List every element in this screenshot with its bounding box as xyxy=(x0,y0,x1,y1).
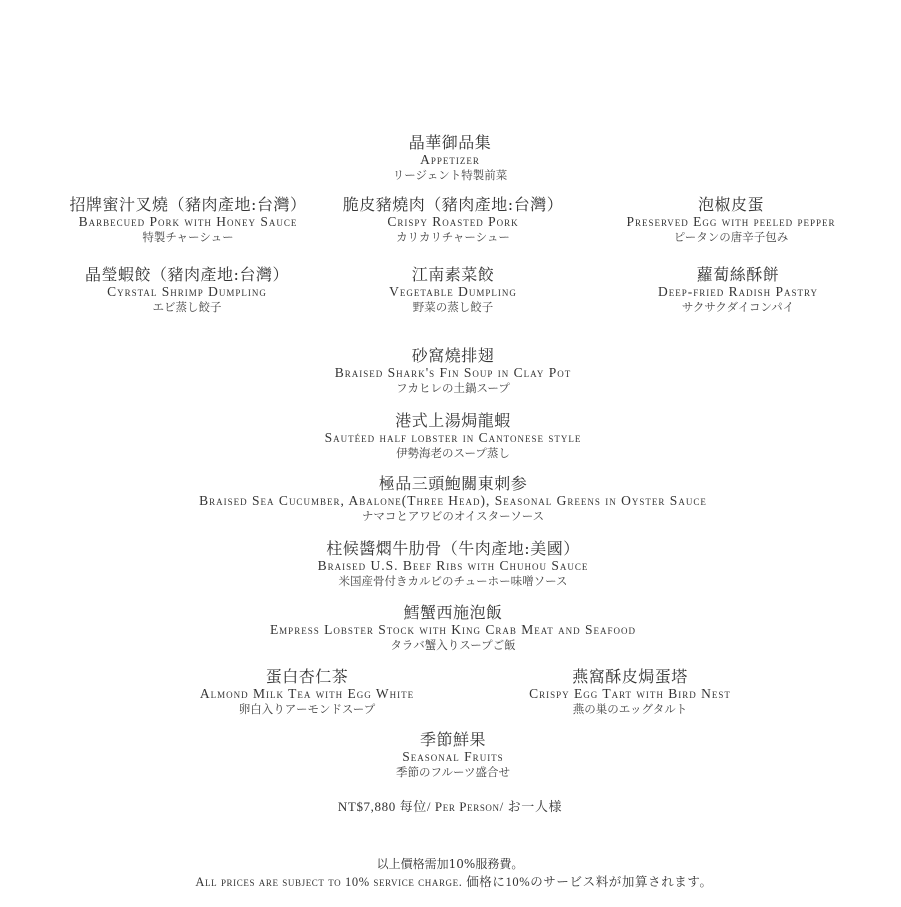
menu-item-almond-tea xyxy=(200,667,414,717)
menu-item-vegetable-dumpling xyxy=(389,265,517,315)
item-zh: 鱈蟹西施泡飯 xyxy=(403,603,503,622)
item-zh: 招牌蜜汁叉燒（豬肉產地:台灣） xyxy=(69,195,307,214)
item-ja: カリカリチャーシュー xyxy=(396,230,510,244)
item-ja: 米国産骨付きカルビのチューホー味噌ソース xyxy=(338,574,568,588)
item-en: Cyrstal Shrimp Dumpling xyxy=(107,284,267,299)
service-charge-note-zh: 以上價格需加10%服務費。 xyxy=(376,857,524,871)
item-en: Sautéed half lobster in Cantonese style xyxy=(324,430,582,445)
item-ja: フカヒレの土鍋スープ xyxy=(396,381,510,395)
item-ja: 伊勢海老のスープ蒸し xyxy=(396,446,510,460)
item-en: Braised Sea Cucumber, Abalone(Three Head), Seasonal Greens in Oyster Sauce xyxy=(199,493,707,508)
menu-item-beef-ribs xyxy=(318,539,589,589)
menu-item-crab-rice-soup xyxy=(270,603,636,653)
menu-item-radish-pastry xyxy=(658,265,818,315)
item-zh: 港式上湯焗龍蝦 xyxy=(395,411,511,430)
item-zh: 極品三頭鮑關東刺参 xyxy=(378,474,528,493)
menu-item-lobster xyxy=(325,411,582,461)
item-ja: 燕の巣のエッグタルト xyxy=(572,702,688,716)
menu-item-shrimp-dumpling xyxy=(85,265,289,315)
item-zh: 蘿蔔絲酥餅 xyxy=(696,265,780,284)
item-en: Deep-fried Radish Pastry xyxy=(657,284,819,299)
item-zh: 燕窩酥皮焗蛋塔 xyxy=(572,667,688,686)
title-ja: リージェント特製前菜 xyxy=(392,168,508,182)
menu-item-bbq-pork xyxy=(70,195,307,245)
menu-item-sea-cucumber-abalone xyxy=(199,474,707,524)
item-zh: 江南素菜餃 xyxy=(411,265,495,284)
menu-item-sharks-fin-soup xyxy=(335,346,571,396)
menu-item-seasonal-fruits xyxy=(396,730,510,780)
item-zh: 泡椒皮蛋 xyxy=(697,195,765,214)
item-en: Barbecued Pork with Honey Sauce xyxy=(78,214,298,229)
item-en: Vegetable Dumpling xyxy=(389,284,517,299)
item-zh: 脆皮豬燒肉（豬肉產地:台灣） xyxy=(342,195,564,214)
title-zh: 晶華御品集 xyxy=(408,133,492,152)
item-ja: ナマコとアワビのオイスターソース xyxy=(361,509,545,523)
item-ja: サクサクダイコンパイ xyxy=(681,300,795,314)
item-ja: タラバ蟹入りスープご飯 xyxy=(390,638,516,652)
menu-item-egg-tart xyxy=(529,667,731,717)
item-en: Crispy Egg Tart with Bird Nest xyxy=(529,686,731,701)
item-en: Braised Shark's Fin Soup in Clay Pot xyxy=(334,365,572,380)
item-en: Preserved Egg with peeled pepper xyxy=(626,214,836,229)
price-per-person: NT$7,880 每位/ Per Person/ お一人様 xyxy=(337,799,563,814)
menu-item-roasted-pork xyxy=(343,195,563,245)
menu-item-preserved-egg xyxy=(626,195,835,245)
item-ja: 卵白入りアーモンドスープ xyxy=(238,702,376,716)
service-charge-note-en: All prices are subject to 10% service charge. 価格に10%のサービス料が加算されます。 xyxy=(195,875,713,889)
item-ja: 特製チャーシュー xyxy=(142,230,234,244)
item-en: Almond Milk Tea with Egg White xyxy=(199,686,415,701)
item-ja: 季節のフルーツ盛合せ xyxy=(395,765,511,779)
item-zh: 季節鮮果 xyxy=(419,730,486,749)
item-zh: 砂窩燒排翅 xyxy=(411,346,495,365)
item-ja: エビ蒸し餃子 xyxy=(152,300,222,314)
title-en: Appetizer xyxy=(420,152,480,167)
item-zh: 晶瑩蝦餃（豬肉產地:台灣） xyxy=(85,265,289,284)
item-zh: 柱候醬燜牛肋骨（牛肉產地:美國） xyxy=(326,539,580,558)
item-en: Braised U.S. Beef Ribs with Chuhou Sauce xyxy=(317,558,589,573)
section-appetizer-title xyxy=(393,133,508,183)
item-zh: 蛋白杏仁茶 xyxy=(265,667,349,686)
item-ja: ピータンの唐辛子包み xyxy=(673,230,789,244)
item-en: Seasonal Fruits xyxy=(402,749,504,764)
item-en: Empress Lobster Stock with King Crab Meat and Seafood xyxy=(269,622,637,637)
item-en: Crispy Roasted Pork xyxy=(387,214,519,229)
item-ja: 野菜の蒸し餃子 xyxy=(412,300,494,314)
